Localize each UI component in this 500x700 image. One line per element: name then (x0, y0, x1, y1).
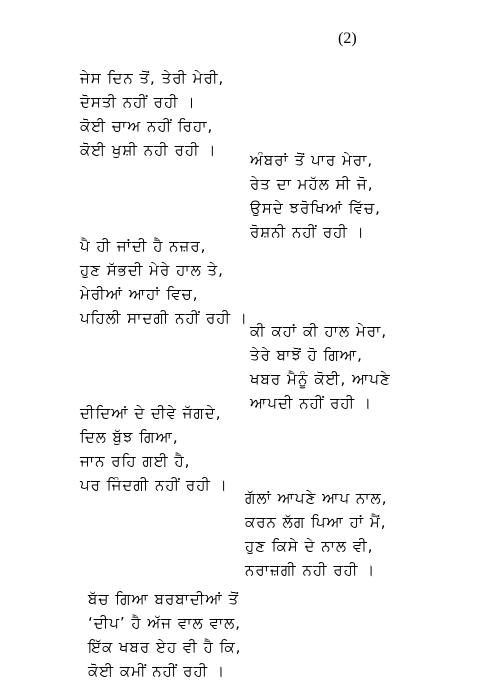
poem-line: ਤੇਰੇ ਬਾਝੋਂ ਹੋ ਗਿਆ, (250, 346, 363, 364)
stanza-4 (250, 319, 391, 415)
poem-line: ਪੈ ਹੀ ਜਾਂਦੀ ਹੈ ਨਜ਼ਰ, (80, 237, 207, 255)
poem-line: ਕਰਨ ਲੱਗ ਪਿਆ ਹਾਂ ਮੈਂ, (245, 513, 387, 531)
poem-line: ਕੋਈ ਕਮੀਂ ਨਹੀਂ ਰਹੀ । (88, 662, 226, 680)
poem-line: ਪਰ ਜਿੰਦਗੀ ਨਹੀਂ ਰਹੀ । (80, 476, 228, 494)
poem-line: ਜੇਸ ਦਿਨ ਤੋਂ, ਤੇਰੀ ਮੇਰੀ, (80, 69, 225, 87)
poem-line: ਹੁਣ ਕਿਸੇ ਦੇ ਨਾਲ ਵੀ, (245, 537, 374, 555)
poem-line: ਉਸਦੇ ਝਰੋਖਿਆਂ ਵਿੱਚ, (250, 199, 381, 217)
poem-line: ਰੋਸ਼ਨੀ ਨਹੀਂ ਰਹੀ । (250, 223, 365, 241)
poem-line: ਹੁਣ ਸੱਭਦੀ ਮੇਰੇ ਹਾਲ ਤੇ, (80, 261, 224, 279)
poem-line: ਬੱਚ ਗਿਆ ਬਰਬਾਦੀਆਂ ਤੋਂ (88, 590, 240, 608)
poem-line: ਦੀਦਿਆਂ ਦੇ ਦੀਵੇ ਜੱਗਦੇ, (80, 404, 222, 422)
poem-line: ਕੋਈ ਖੁਸ਼ੀ ਨਹੀ ਰਹੀ । (80, 141, 217, 159)
poem-line: ਮੇਰੀਆਂ ਆਹਾਂ ਵਿਚ, (80, 285, 199, 303)
poem-line: ਗੱਲਾਂ ਆਪਣੇ ਆਪ ਨਾਲ, (245, 489, 388, 507)
poem-line: ਪਹਿਲੀ ਸਾਦਗੀ ਨਹੀਂ ਰਹੀ । (80, 309, 248, 327)
poem-line: ਜਾਨ ਰਹਿ ਗਈ ਹੈ, (80, 452, 191, 470)
poem-line: ਕੀ ਕਹਾਂ ਕੀ ਹਾਲ ਮੇਰਾ, (250, 322, 388, 340)
poem-line: ਇੱਕ ਖਬਰ ਏਹ ਵੀ ਹੈ ਕਿ, (88, 638, 242, 656)
poem-line: ਦਿਲ ਬੁੱਝ ਗਿਆ, (80, 428, 179, 446)
poem-line: ਖਬਰ ਮੈਨੂੰ ਕੋਈ, ਆਪਣੇ (250, 370, 391, 388)
stanza-1 (80, 66, 224, 162)
stanza-2 (250, 148, 381, 244)
stanza-3 (80, 234, 248, 330)
poem-line: ਕੋਈ ਚਾਅ ਨਹੀਂ ਰਿਹਾ, (80, 117, 214, 135)
poem-line: ਨਰਾਜ਼ਗੀ ਨਹੀ ਰਹੀ । (245, 561, 376, 579)
stanza-6 (245, 486, 387, 582)
page-number: (2) (338, 30, 357, 47)
poem-line: ਰੇਤ ਦਾ ਮਹੱਲ ਸੀ ਜੋ, (250, 175, 374, 193)
poem-line: ਅੰਬਰਾਂ ਤੋਂ ਪਾਰ ਮੇਰਾ, (250, 151, 374, 169)
poem-line: ‘ਦੀਪ’ ਹੈ ਅੱਜ ਵਾਲ ਵਾਲ, (88, 614, 242, 632)
stanza-5 (80, 401, 228, 497)
poem-line: ਆਪਦੀ ਨਹੀਂ ਰਹੀ । (250, 394, 372, 412)
stanza-7 (88, 587, 241, 683)
poem-line: ਦੋਸਤੀ ਨਹੀਂ ਰਹੀ । (80, 93, 196, 111)
